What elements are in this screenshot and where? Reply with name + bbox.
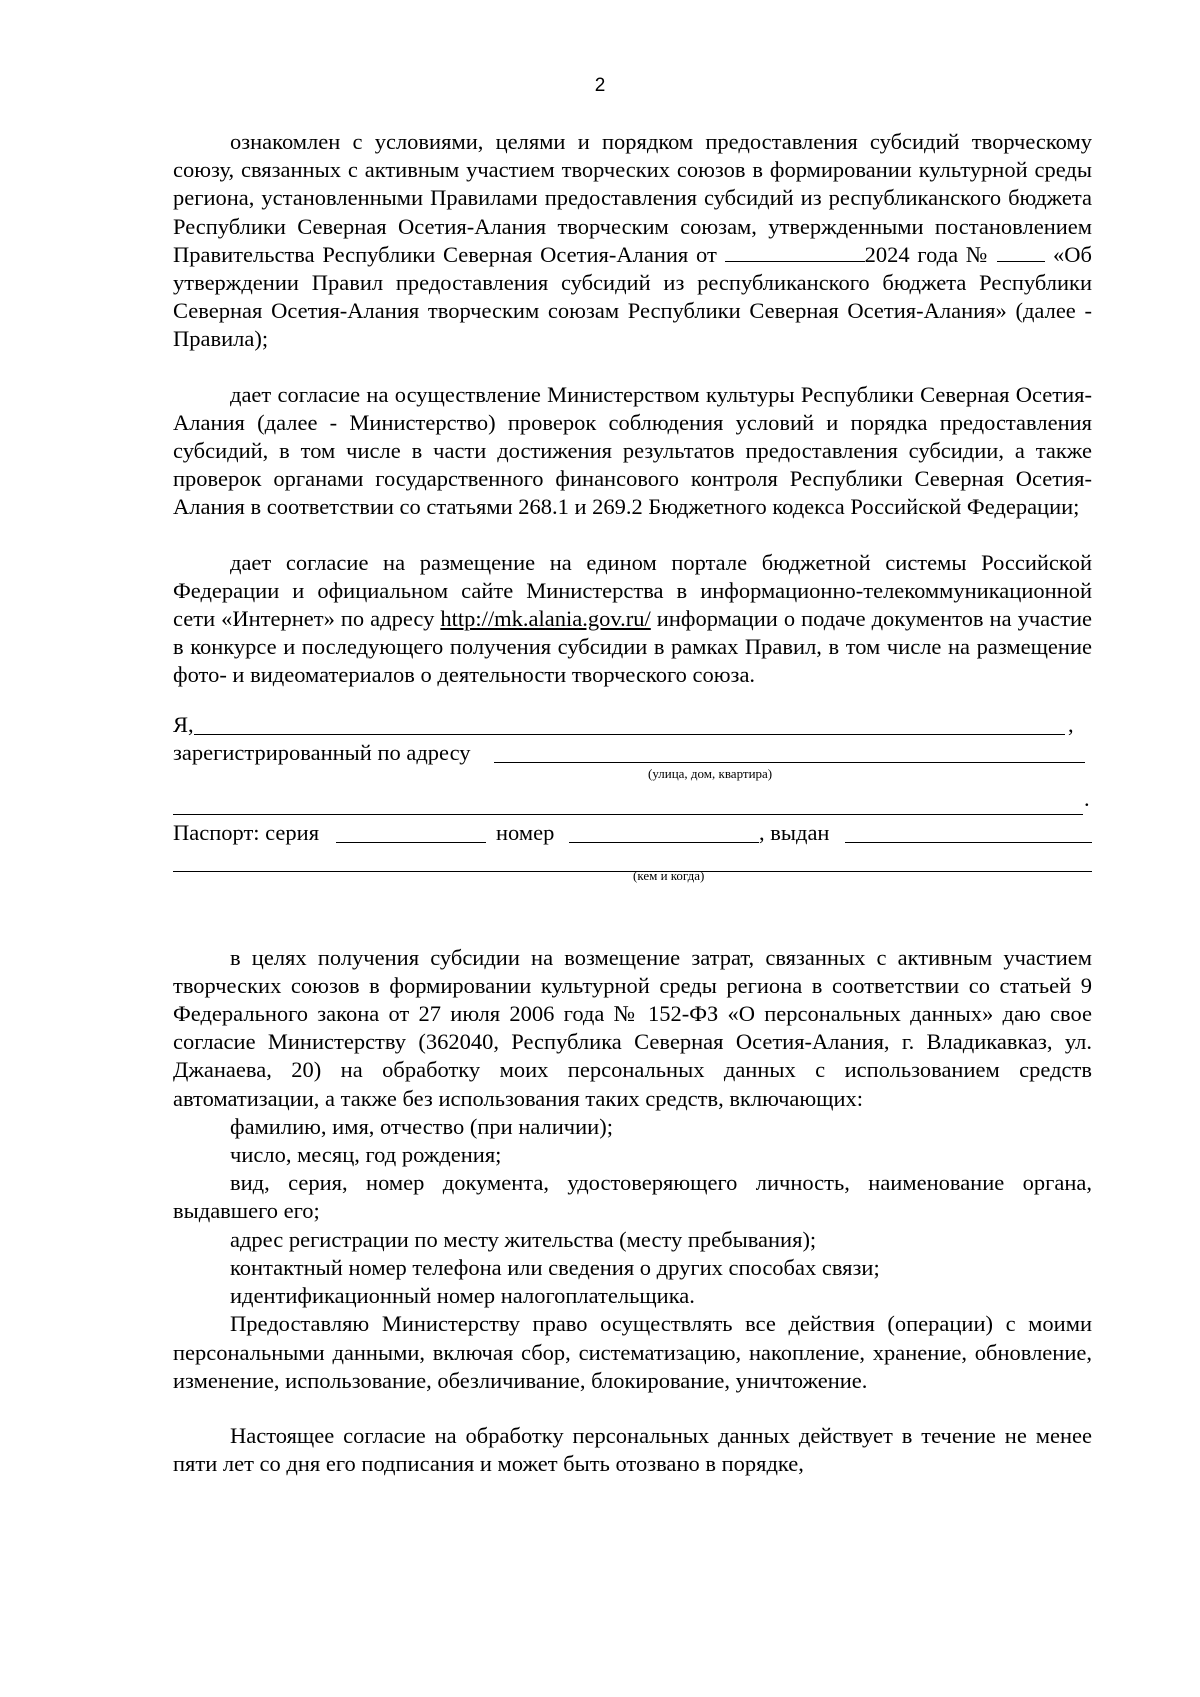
address-field-continued[interactable] bbox=[173, 814, 1083, 815]
i-label: Я, bbox=[173, 711, 194, 737]
address-field[interactable] bbox=[494, 762, 1085, 763]
list-item: вид, серия, номер документа, удостоверяющего личность, наименование органа, выдавшего его; bbox=[173, 1170, 1092, 1224]
paragraph-acknowledgement-part1: ознакомлен с условиями, целями и порядком предоставления субсидий творческому союзу, связанных с активным участием творческих союзов в формировании культурной среды региона, установленными Правилами предоставления субсидий из республиканского бюджета Республики Северная Осетия-Алания творческим союзам, утвержденными постановлением Правительства Республики Северная Осетия-Алания от bbox=[173, 129, 1092, 267]
paragraph-consent-publication-part1: дает согласие на размещение на едином портале бюджетной системы Российской Федерации и официальном сайте Министерства в информационно-телекоммуникационной сети «Интернет» по адресу bbox=[173, 549, 1092, 632]
personal-details-form bbox=[173, 712, 1092, 896]
list-item: фамилию, имя, отчество (при наличии); bbox=[230, 1113, 613, 1139]
address-caption: (улица, дом, квартира) bbox=[648, 765, 773, 781]
list-item: контактный номер телефона или сведения о других способах связи; bbox=[230, 1254, 880, 1280]
name-comma: , bbox=[1068, 711, 1074, 737]
ministry-website-link[interactable]: http://mk.alania.gov.ru/ bbox=[440, 606, 651, 632]
address-period: . bbox=[1084, 785, 1090, 811]
form-line-address bbox=[173, 740, 1092, 768]
paragraph-consent-publication bbox=[173, 549, 1092, 690]
personal-data-list bbox=[173, 1113, 1092, 1310]
paragraph-consent-inspections: дает согласие на осуществление Министерством культуры Республики Северная Осетия-Алания (далее - Министерство) проверок соблюдения условий и порядка предоставления субсидий, в том числе в части достижения результатов предоставления субсидии, а также проверок органами государственного финансового контроля Республики Северная Осетия-Алания в соответствии со статьями 268.1 и 269.2 Бюджетного кодекса Российской Федерации; bbox=[173, 381, 1092, 520]
address-label: зарегистрированный по адресу bbox=[173, 739, 471, 765]
paragraph-acknowledgement-part3: «Об утверждении Правил предоставления субсидий из республиканского бюджета Республики Северная Осетия-Алания творческим союзам Республики Северная Осетия-Алания» (далее - Правила); bbox=[173, 241, 1093, 352]
page-number: 2 bbox=[594, 75, 606, 96]
passport-series-label: Паспорт: серия bbox=[173, 819, 320, 845]
paragraph-validity: Настоящее согласие на обработку персональных данных действует в течение не менее пяти лет со дня его подписания и может быть отозвано в порядке, bbox=[173, 1422, 1092, 1477]
number-blank[interactable] bbox=[997, 243, 1045, 262]
list-item: адрес регистрации по месту жительства (месту пребывания); bbox=[230, 1226, 817, 1252]
paragraph-consent-publication-part2: информации о подаче документов на участие в конкурсе и последующего получения субсидии в рамках Правил, в том числе на размещение фото- и видеоматериалов о деятельности творческого союза. bbox=[173, 606, 1092, 688]
form-line-passport bbox=[173, 820, 1092, 848]
paragraph-data-processing-consent: в целях получения субсидии на возмещение затрат, связанных с активным участием творческих союзов в формировании культурной среды региона в соответствии со статьей 9 Федерального закона от 27 июля 2006 года № 152-ФЗ «О персональных данных» даю свое согласие Министерству (362040, Республика Северная Осетия-Алания, г. Владикавказ, ул. Джанаева, 20) на обработку моих персональных данных с использованием средств автоматизации, а также без использования таких средств, включающих: bbox=[173, 944, 1092, 1111]
paragraph-acknowledgement bbox=[173, 128, 1092, 354]
paragraph-acknowledgement-part2: 2024 года № bbox=[864, 241, 998, 267]
passport-series-field[interactable] bbox=[336, 842, 486, 843]
issued-caption: (кем и когда) bbox=[633, 867, 705, 883]
document-body bbox=[173, 128, 1092, 1478]
passport-issued-label: , выдан bbox=[759, 819, 830, 845]
paragraph-rights-granted: Предоставляю Министерству право осуществлять все действия (операции) с моими персональными данными, включая сбор, систематизацию, накопление, хранение, обновление, изменение, использование, обезличивание, блокирование, уничтожение. bbox=[173, 1311, 1092, 1393]
date-blank[interactable] bbox=[725, 243, 865, 262]
passport-issued-field[interactable] bbox=[845, 842, 1092, 843]
list-item: число, месяц, год рождения; bbox=[230, 1142, 502, 1168]
passport-number-field[interactable] bbox=[569, 842, 759, 843]
form-line-name bbox=[173, 712, 1092, 740]
form-line-address-cont bbox=[173, 785, 1092, 820]
list-item: идентификационный номер налогоплательщика. bbox=[230, 1283, 695, 1309]
passport-number-label: номер bbox=[496, 819, 555, 845]
full-name-field[interactable] bbox=[194, 734, 1065, 735]
